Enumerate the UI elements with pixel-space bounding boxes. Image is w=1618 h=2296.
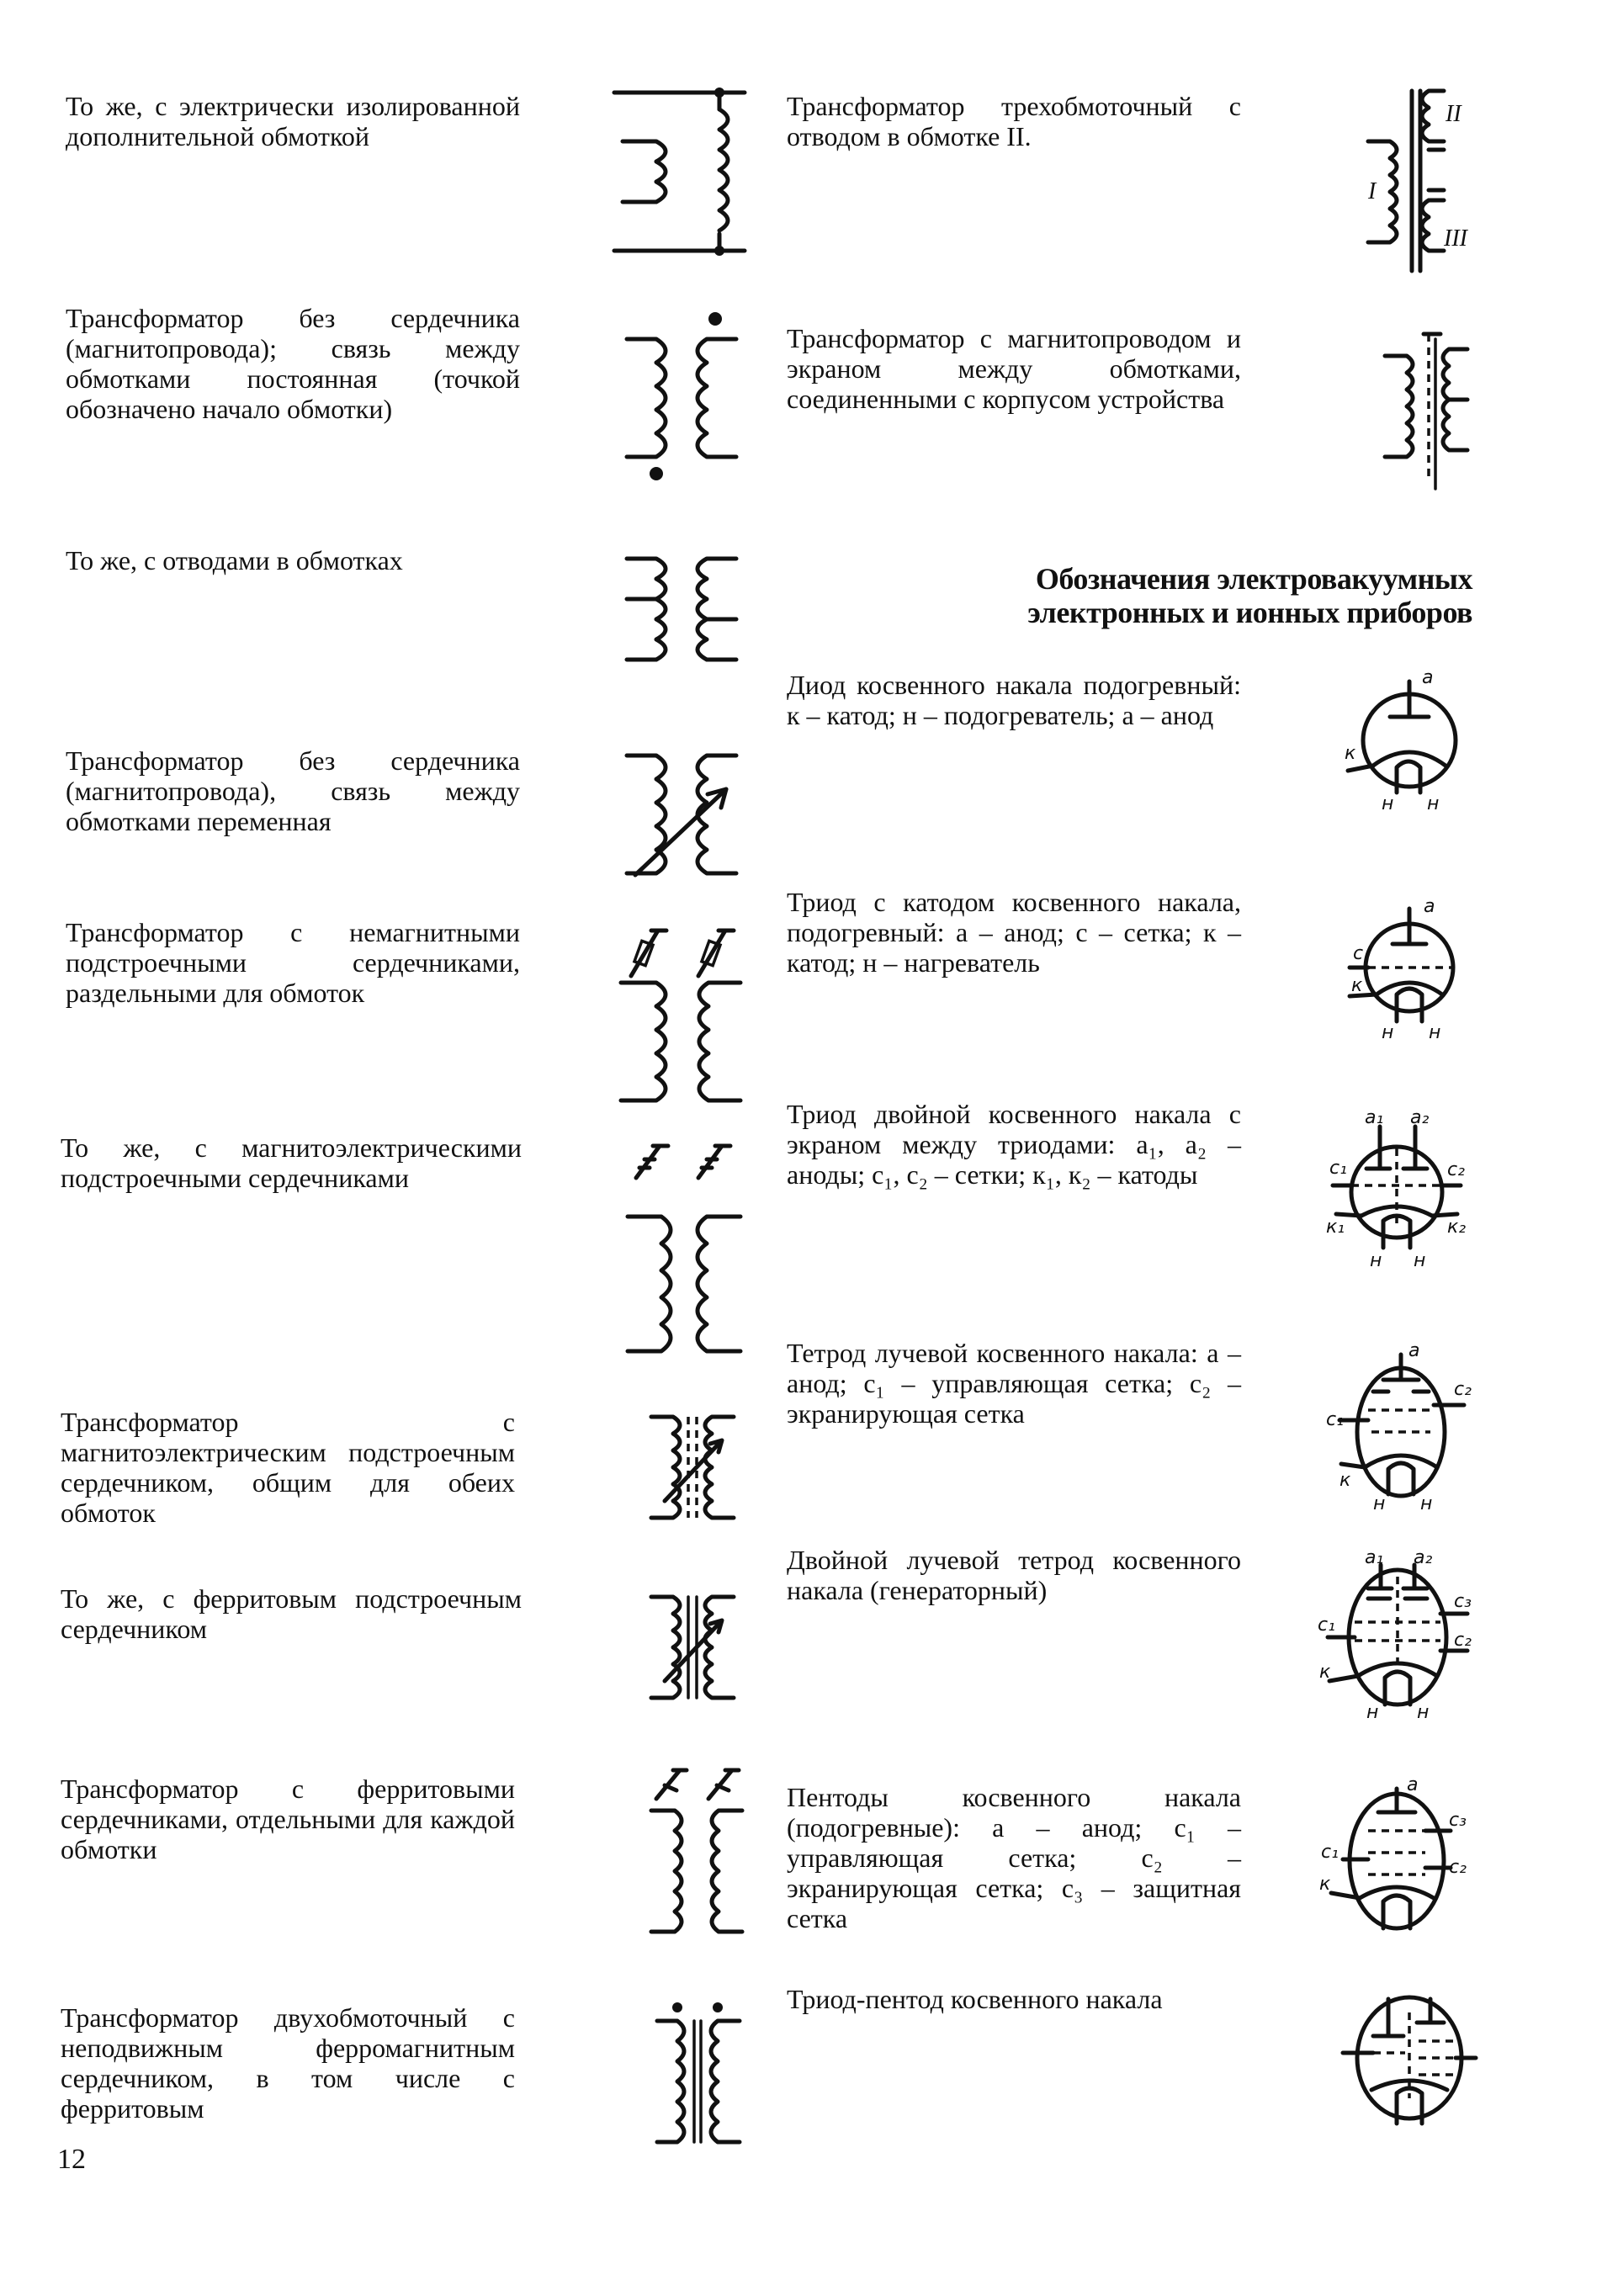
winding-label-i: I [1368, 178, 1377, 204]
item-coreless-const: Трансформатор без сердечника (магнитопровода); связь между обмотками постоянная (точкой обозначено начало обмотки) [66, 303, 520, 424]
item-triode-pentode: Триод-пентод косвенного накала [787, 1984, 1163, 2014]
symbol-triode [1346, 887, 1472, 1047]
section-heading: Обозначения электровакуумных электронных и ионных приборов [1027, 562, 1472, 629]
tube-label-a1: а₁ [1365, 1107, 1384, 1128]
symbol-beam-tetrode [1321, 1338, 1481, 1514]
tube-label-k: к [1345, 743, 1356, 764]
tube-label-a: а [1407, 1774, 1419, 1795]
item-ferrite-tuning: То же, с ферритовым подстроечным сердечником [61, 1583, 522, 1644]
tube-label-n: н [1370, 1250, 1382, 1271]
tube-label-a1: а₁ [1365, 1547, 1384, 1568]
tube-label-n: н [1427, 793, 1440, 814]
tube-label-c1: с₁ [1321, 1842, 1339, 1863]
tube-label-k: к [1339, 1470, 1351, 1491]
symbol-double-triode [1313, 1098, 1481, 1275]
tube-label-c3: с₃ [1449, 1810, 1467, 1831]
tube-label-n: н [1417, 1702, 1430, 1723]
symbol-shielded [1380, 324, 1472, 492]
item-pentode: Пентоды косвенного накала (подогревные): а – анод; с₁ – управляющая сетка; с₂ – экранирующая сетка; с₃ – защитная сетка [787, 1782, 1241, 1933]
symbol-isolated-winding [606, 82, 757, 268]
tube-label-k: к [1351, 975, 1363, 996]
tube-label-c: с [1353, 943, 1364, 964]
tube-label-n: н [1382, 1022, 1394, 1043]
tube-label-k2: к₂ [1447, 1217, 1467, 1238]
symbol-nonmagnetic-cores [614, 924, 749, 1109]
item-three-winding: Трансформатор трехобмоточный с отводом в обмотке II. [787, 91, 1241, 151]
tube-label-c2: с₂ [1454, 1630, 1472, 1651]
tube-label-n: н [1420, 1493, 1433, 1514]
page-number: 12 [57, 2144, 86, 2175]
symbol-coreless-var [618, 749, 745, 896]
tube-label-a: а [1422, 667, 1434, 688]
tube-label-a: а [1424, 896, 1435, 917]
item-magnetoelectric-cores: То же, с магнитоэлектрическими подстроечными сердечниками [61, 1132, 522, 1193]
tube-label-a2: а₂ [1414, 1547, 1433, 1568]
item-double-tetrode: Двойной лучевой тетрод косвенного накала (генераторный) [787, 1545, 1241, 1605]
symbol-magnetoelectric-cores [621, 1136, 747, 1346]
symbol-ferrite-tuning [646, 1590, 739, 1708]
symbol-diode [1338, 666, 1481, 818]
tube-label-a2: а₂ [1410, 1107, 1430, 1128]
item-diode: Диод косвенного накала подогревный: к – катод; н – подогреватель; а – анод [787, 670, 1241, 730]
item-coreless-var: Трансформатор без сердечника (магнитопровода), связь между обмотками переменная [66, 745, 520, 836]
symbol-ferrite-cores [646, 1763, 747, 1932]
item-common-core: Трансформатор с магнитоэлектрическим подстроечным сердечником, общим для обеих обмоток [61, 1407, 515, 1528]
tube-label-c2: с₂ [1454, 1379, 1472, 1400]
tube-label-n: н [1382, 793, 1394, 814]
symbol-pentode [1309, 1772, 1477, 1940]
winding-label-ii: II [1446, 101, 1462, 127]
symbol-double-tetrode [1309, 1543, 1486, 1721]
tube-label-k: к [1319, 1874, 1331, 1895]
symbol-taps [618, 552, 745, 687]
item-shielded: Трансформатор с магнитопроводом и экраном между обмотками, соединенными с корпусом устройства [787, 323, 1241, 414]
tube-label-n: н [1373, 1493, 1386, 1514]
symbol-fixed-core [652, 2001, 745, 2144]
tube-label-n: н [1429, 1022, 1441, 1043]
item-beam-tetrode: Тетрод лучевой косвенного накала: а – анод; с₁ – управляющая сетка; с₂ – экранирующая сетка [787, 1338, 1241, 1429]
tube-label-c1: с₁ [1329, 1158, 1347, 1179]
symbol-triode-pentode [1338, 1980, 1481, 2132]
item-triode: Триод с катодом косвенного накала, подогревный: а – анод; с – сетка; к – катод; н – нагреватель [787, 887, 1241, 978]
winding-label-iii: III [1444, 225, 1467, 252]
tube-label-n: н [1414, 1250, 1426, 1271]
tube-label-k1: к₁ [1326, 1217, 1345, 1238]
tube-label-c1: с₁ [1326, 1409, 1344, 1430]
item-isolated-winding: То же, с электрически изолированной дополнительной обмоткой [66, 91, 520, 151]
symbol-common-core [646, 1410, 739, 1528]
symbol-coreless-const [618, 307, 745, 492]
tube-label-c1: с₁ [1318, 1615, 1335, 1636]
item-nonmagnetic-cores: Трансформатор с немагнитными подстроечными сердечниками, раздельными для обмоток [66, 917, 520, 1008]
item-fixed-core: Трансформатор двухобмоточный с неподвижным ферромагнитным сердечником, в том числе с ферритовым [61, 2002, 515, 2124]
tube-label-a: а [1408, 1340, 1420, 1361]
tube-label-n: н [1366, 1702, 1379, 1723]
item-double-triode: Триод двойной косвенного накала с экраном между триодами: а₁, а₂ – аноды; с₁, с₂ – сетки; к₁, к₂ – катоды [787, 1099, 1241, 1190]
tube-label-c2: с₂ [1449, 1857, 1467, 1878]
tube-label-k: к [1319, 1662, 1331, 1683]
symbol-three-winding [1363, 84, 1472, 278]
item-taps: То же, с отводами в обмотках [66, 545, 403, 575]
item-ferrite-cores: Трансформатор с ферритовыми сердечниками, отдельными для каждой обмотки [61, 1774, 515, 1864]
tube-label-c2: с₂ [1447, 1159, 1465, 1180]
tube-label-c3: с₃ [1454, 1591, 1472, 1612]
